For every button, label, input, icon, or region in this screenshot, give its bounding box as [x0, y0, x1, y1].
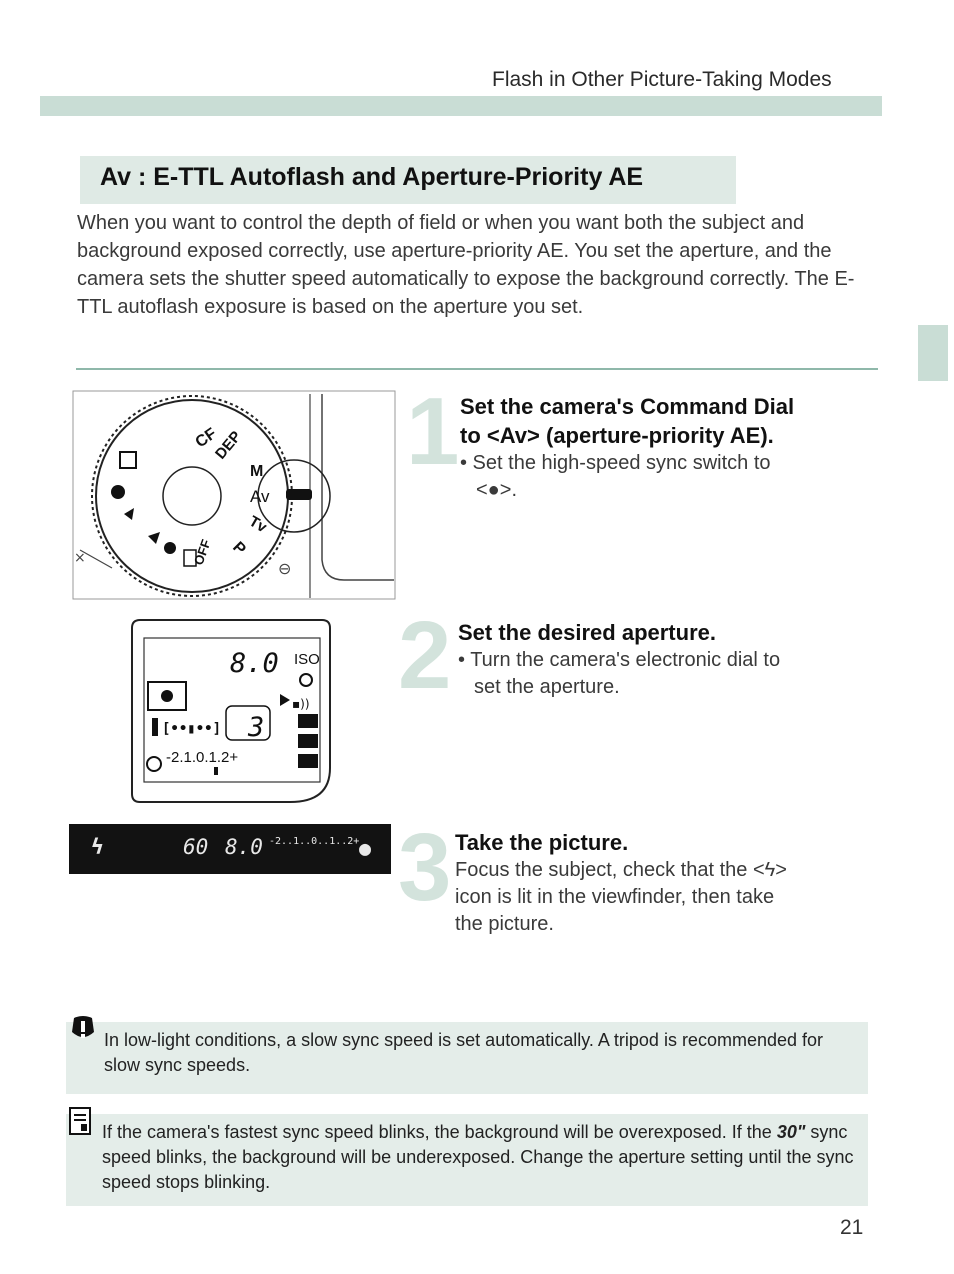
viewfinder-aperture: 8.0 [225, 835, 263, 859]
lcd-aperture: 8.0 [230, 648, 279, 679]
title-prefix: Av : [100, 163, 154, 191]
memo-note-text [102, 1120, 858, 1195]
page-number: 21 [840, 1216, 864, 1239]
svg-text:[••▮••]: [••▮••] [162, 721, 222, 737]
running-header: Flash in Other Picture-Taking Modes [492, 68, 832, 91]
dial-label-tv: Tv [246, 512, 270, 537]
step-3-body-line1: Focus the subject, check that the <ϟ> [455, 859, 787, 881]
step-2-number: 2 [398, 602, 452, 709]
viewfinder-flash-icon: ϟ [91, 835, 104, 859]
step-1-title-line2: to <Av> (aperture-priority AE). [460, 423, 774, 448]
lcd-panel-illustration [130, 618, 332, 804]
memo-sync-speed: 30" [776, 1122, 806, 1142]
divider [76, 368, 878, 370]
step-3-body-line2: icon is lit in the viewfinder, then take [455, 886, 775, 908]
memo-text-after: sync speed blinks, the background will be underexposed. Change the aperture setting until the sync speed stops blinking. [102, 1122, 854, 1192]
viewfinder-scale: -2..1..0..1..2+ [269, 836, 360, 847]
lcd-iso: ISO [294, 651, 320, 668]
step-1-number: 1 [406, 378, 460, 485]
dial-label-p: P [229, 538, 249, 559]
step-2-bullet-line1: • Turn the camera's electronic dial to [458, 649, 781, 671]
step-3-body-line3: the picture. [455, 913, 554, 935]
viewfinder-display [69, 824, 391, 874]
step-2-bullet-line2: set the aperture. [474, 676, 620, 698]
side-thumb-tab [918, 325, 948, 381]
svg-text:⊖: ⊖ [278, 559, 292, 578]
intro-paragraph: When you want to control the depth of field or when you want both the subject and background exposed correctly, use aperture-priority AE. You set the aperture, and the camera sets the shutter speed automatically to expose the background correctly. The E-TTL autoflash exposure is based on the aperture you set. [77, 212, 855, 318]
lcd-scale: -2.1.0.1.2+ [166, 749, 239, 766]
step-3-number: 3 [398, 814, 452, 921]
header-band [40, 96, 882, 116]
dial-label-av: Av [250, 487, 270, 506]
page-title [100, 163, 643, 192]
lcd-count: 3 [248, 712, 265, 743]
step-3 [455, 828, 865, 938]
dial-label-cf: CF [192, 425, 220, 452]
caution-note-text: In low-light conditions, a slow sync speed is set automatically. A tripod is recommended for slow sync speeds. [104, 1030, 824, 1075]
step-1-bullet-line2: <●>. [476, 479, 517, 501]
caution-icon [68, 1014, 98, 1044]
viewfinder-sync-dot: ● [359, 836, 372, 860]
dial-label-dep: DEP [212, 428, 245, 463]
step-1-bullet-line1: • Set the high-speed sync switch to [460, 452, 771, 474]
title-main: E-TTL Autoflash and Aperture-Priority AE [153, 163, 644, 191]
svg-text:▪)): ▪)) [292, 697, 310, 711]
step-2 [458, 618, 858, 701]
command-dial-illustration [72, 390, 396, 600]
memo-icon [68, 1106, 94, 1136]
viewfinder-shutter: 60 [183, 835, 209, 859]
dial-label-m: M [250, 463, 264, 480]
dial-label-off: OFF [190, 537, 214, 568]
step-2-title: Set the desired aperture. [458, 620, 716, 645]
svg-text:×: × [74, 550, 86, 566]
step-3-title: Take the picture. [455, 830, 629, 855]
step-1-title-line1: Set the camera's Command Dial [460, 394, 795, 419]
step-1 [460, 392, 860, 504]
memo-text-before: If the camera's fastest sync speed blinks, the background will be overexposed. If the [102, 1122, 777, 1142]
